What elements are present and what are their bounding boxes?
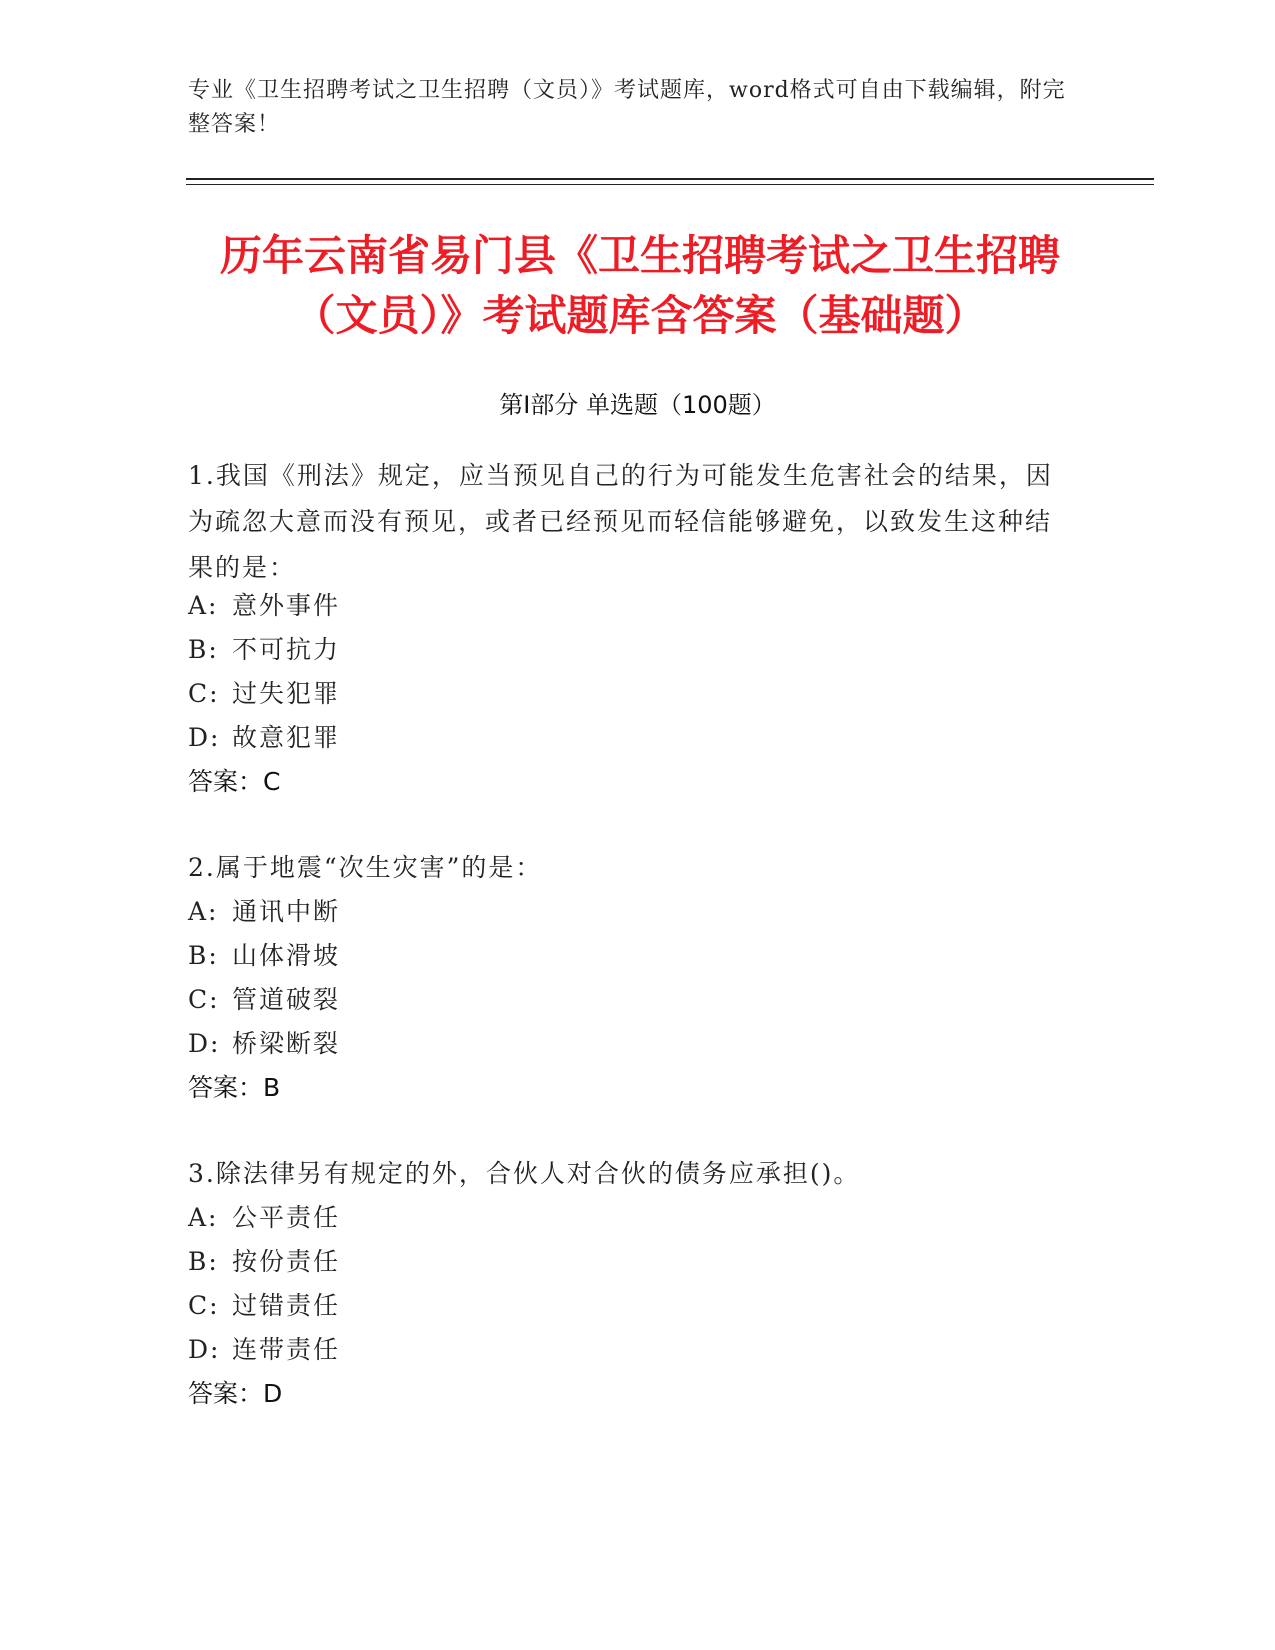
option-text: 通讯中断 (232, 897, 341, 926)
option-text: 故意犯罪 (232, 723, 341, 752)
option-text: 按份责任 (232, 1247, 341, 1276)
question-2-option-b (188, 933, 340, 979)
option-letter: A: (188, 1203, 219, 1232)
option-text: 不可抗力 (232, 635, 341, 664)
question-1-option-b (188, 627, 340, 673)
question-3-answer: 答案：D (188, 1379, 283, 1408)
option-letter: B: (188, 635, 219, 664)
option-text: 公平责任 (232, 1203, 341, 1232)
question-2-option-a (188, 889, 340, 935)
question-1-stem: 1.我国《刑法》规定，应当预见自己的行为可能发生危害社会的结果，因为疏忽大意而没有预见，或者已经预见而轻信能够避免，以致发生这种结果的是： (188, 461, 1053, 582)
header-divider-thin (186, 184, 1154, 185)
option-letter: C: (188, 679, 220, 708)
option-letter: C: (188, 985, 220, 1014)
option-letter: B: (188, 1247, 219, 1276)
question-3-option-a (188, 1195, 340, 1241)
option-letter: A: (188, 897, 219, 926)
option-text: 过失犯罪 (232, 679, 341, 708)
option-text: 桥梁断裂 (232, 1029, 341, 1058)
option-letter: D: (188, 1029, 221, 1058)
question-3-option-d (188, 1327, 340, 1373)
question-2-option-d (188, 1021, 340, 1067)
option-letter: C: (188, 1291, 220, 1320)
question-1-option-c (188, 671, 340, 717)
question-3-stem: 3.除法律另有规定的外，合伙人对合伙的债务应承担()。 (188, 1159, 861, 1188)
question-2-answer: 答案：B (188, 1073, 281, 1102)
option-letter: D: (188, 1335, 221, 1364)
option-text: 过错责任 (232, 1291, 341, 1320)
question-2-option-c (188, 977, 340, 1023)
header-divider-thick (186, 178, 1154, 180)
section-title: 第Ⅰ部分 单选题（100题） (499, 391, 776, 419)
question-1-answer: 答案：C (188, 767, 281, 796)
question-1-option-d (188, 715, 340, 761)
option-text: 山体滑坡 (232, 941, 341, 970)
document-title: 历年云南省易门县《卫生招聘考试之卫生招聘（文员）》考试题库含答案（基础题） (219, 231, 1060, 340)
option-text: 管道破裂 (232, 985, 341, 1014)
question-3-option-c (188, 1283, 340, 1329)
option-letter: B: (188, 941, 219, 970)
question-1-option-a (188, 583, 340, 629)
option-letter: D: (188, 723, 221, 752)
question-3-option-b (188, 1239, 340, 1285)
option-text: 连带责任 (232, 1335, 341, 1364)
option-letter: A: (188, 591, 219, 620)
header-note: 专业《卫生招聘考试之卫生招聘（文员）》考试题库，word格式可自由下载编辑，附完整答案！ (188, 78, 1066, 137)
option-text: 意外事件 (232, 591, 341, 620)
question-2-stem: 2.属于地震“次生灾害”的是： (188, 853, 543, 882)
